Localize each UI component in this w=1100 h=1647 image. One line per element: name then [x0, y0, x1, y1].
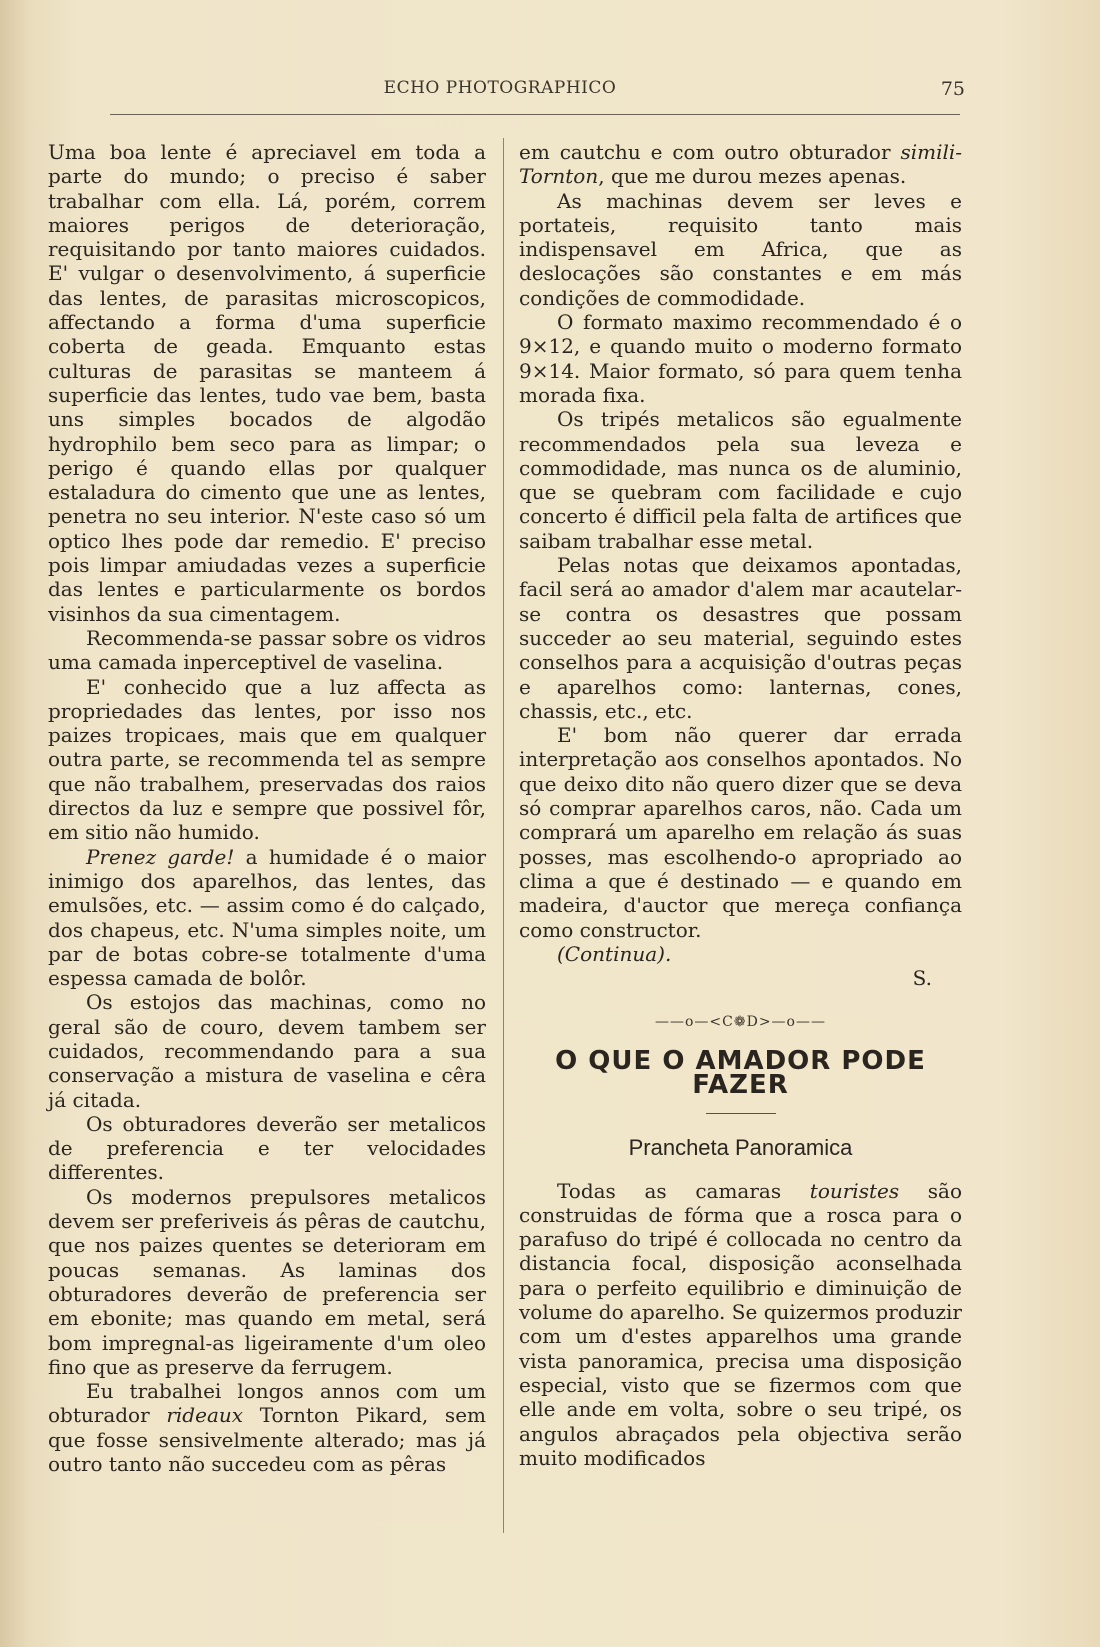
- continua-note: (Continua).: [557, 941, 672, 966]
- paragraph: [519, 140, 962, 189]
- page-header: [50, 78, 965, 108]
- paragraph: [48, 1379, 486, 1476]
- paragraph: Recommenda-se passar sobre os vidros uma camada inperceptivel de vaselina.: [48, 625, 486, 675]
- italic-word: rideaux: [166, 1403, 244, 1428]
- paragraph: E' bom não querer dar errada interpretação aos conselhos apontados. No que deixo dito não quero dizer que se deva só comprar aparelhos caros, não. Cada um comprará um aparelho em relação ás suas posses, mas escolhendo-o apropriado ao clima a que é destinado — e quando em madeira, d'auctor que mereça confiança como constructor.: [519, 723, 962, 942]
- section-subtitle: Prancheta Panoramica: [628, 1135, 853, 1161]
- paragraph-text: Todas as camaras: [557, 1178, 782, 1203]
- paragraph-text: a humidade é o maior inimigo dos aparelhos, das lentes, das emulsões, etc. — assim como é do calçado, dos chapeus, etc. N'uma simples noite, um par de botas cobre-se totalmente d'uma espessa camada de bolôr.: [48, 844, 487, 991]
- right-column: [519, 140, 962, 1470]
- paragraph: O formato maximo recommendado é o 9×12, e quando muito o moderno formato 9×14. Maior formato, só para quem tenha morada fixa.: [519, 310, 962, 407]
- paragraph: Pelas notas que deixamos apontadas, facil será ao amador d'alem mar acautelar-se contra os desastres que possam succeder ao seu material, seguindo estes conselhos para a acquisição d'outras peças e aparelhos como: lanternas, cones, chassis, etc., etc.: [519, 553, 962, 723]
- column-divider: [503, 138, 504, 1533]
- paragraph: Os tripés metalicos são egualmente recommendados pela sua leveza e commodidade, mas nunca os de aluminio, que se quebram com facilidade e cujo concerto é difficil pela falta de artifices que saibam trabalhar esse metal.: [519, 407, 962, 553]
- section-title: O QUE O AMADOR PODE FAZER: [555, 1045, 926, 1100]
- paragraph-text: são construidas de fórma que a rosca para o parafuso do tripé é collocada no centro da distancia focal, disposição aconselhada para o perfeito equilibrio e diminuição de volume do aparelho. Se quizermos produzir com um d'estes apparelhos uma grande vista panoramica, precisa uma disposição especial, visto que se fizermos com que elle ande em volta, sobre o seu tripé, os angulos abraçados pela objectiva serão muito modificados: [519, 1178, 963, 1470]
- page-number: 75: [940, 78, 965, 100]
- paragraph-text: , que me durou mezes apenas.: [598, 164, 907, 189]
- signature: S.: [912, 966, 932, 991]
- paragraph: As machinas devem ser leves e portateis, requisito tanto mais indispensavel em Africa, que as deslocações são constantes e em más condições de commodidade.: [519, 188, 962, 310]
- paragraph: Uma boa lente é apreciavel em toda a parte do mundo; o preciso é saber trabalhar com ella. Lá, porém, correm maiores perigos de deterioração, requisitando por tanto maiores cuidados. E' vulgar o desenvolvimento, á superficie das lentes, de parasitas microscopicos, affectando a forma d'uma superficie coberta de geada. Emquanto estas culturas de parasitas se manteem á superficie das lentes, tudo vae bem, basta uns simples bocados de algodão hydrophilo bem seco para as limpar; o perigo é quando ellas por qualquer estaladura do cimento que une as lentes, penetra no seu interior. N'este caso só um optico lhes pode dar remedio. E' preciso pois limpar amiudadas vezes a superficie das lentes e particularmente os bordos visinhos da sua cimentagem.: [48, 140, 486, 626]
- italic-word: touristes: [809, 1178, 900, 1203]
- header-rule: [110, 114, 960, 115]
- italic-phrase: Prenez garde!: [86, 844, 235, 869]
- paragraph: [48, 845, 486, 991]
- paragraph: Os modernos prepulsores metalicos devem ser preferiveis ás pêras de cautchu, que nos paizes quentes se deterioram em poucas semanas. As laminas dos obturadores deverão de preferencia ser em ebonite; mas quando em metal, será bom impregnal-as ligeiramente d'um oleo fino que as preserve da ferrugem.: [48, 1184, 486, 1379]
- paragraph-text: em cautchu e com outro obturador: [519, 140, 891, 164]
- running-title: ECHO PHOTOGRAPHICO: [383, 78, 617, 98]
- paragraph: E' conhecido que a luz affecta as propriedades das lentes, por isso nos paizes tropicaes, mais que em qualquer outra parte, se recommenda tel as sempre que não trabalhem, preservadas dos raios directos da luz e sempre que possivel fôr, em sitio não humido.: [48, 674, 486, 845]
- short-rule: [706, 1113, 776, 1114]
- ornament-divider: ——o—<C❁D>—o——: [655, 1014, 826, 1031]
- italic-word: simili-Tornton: [519, 140, 963, 189]
- left-column: [48, 140, 486, 1476]
- paragraph-text: Eu trabalhei longos annos com um obturador: [48, 1379, 486, 1428]
- paragraph: [519, 1179, 962, 1471]
- paragraph: Os estojos das machinas, como no geral são de couro, devem tambem ser cuidados, recommendando para a sua conservação a mistura de vaselina e cêra já citada.: [48, 990, 486, 1112]
- paragraph: Os obturadores deverão ser metalicos de preferencia e ter velocidades differentes.: [48, 1111, 486, 1185]
- paragraph-text: Tornton Pikard, sem que fosse sensivelmente alterado; mas já outro tanto não succedeu com as pêras: [48, 1403, 486, 1477]
